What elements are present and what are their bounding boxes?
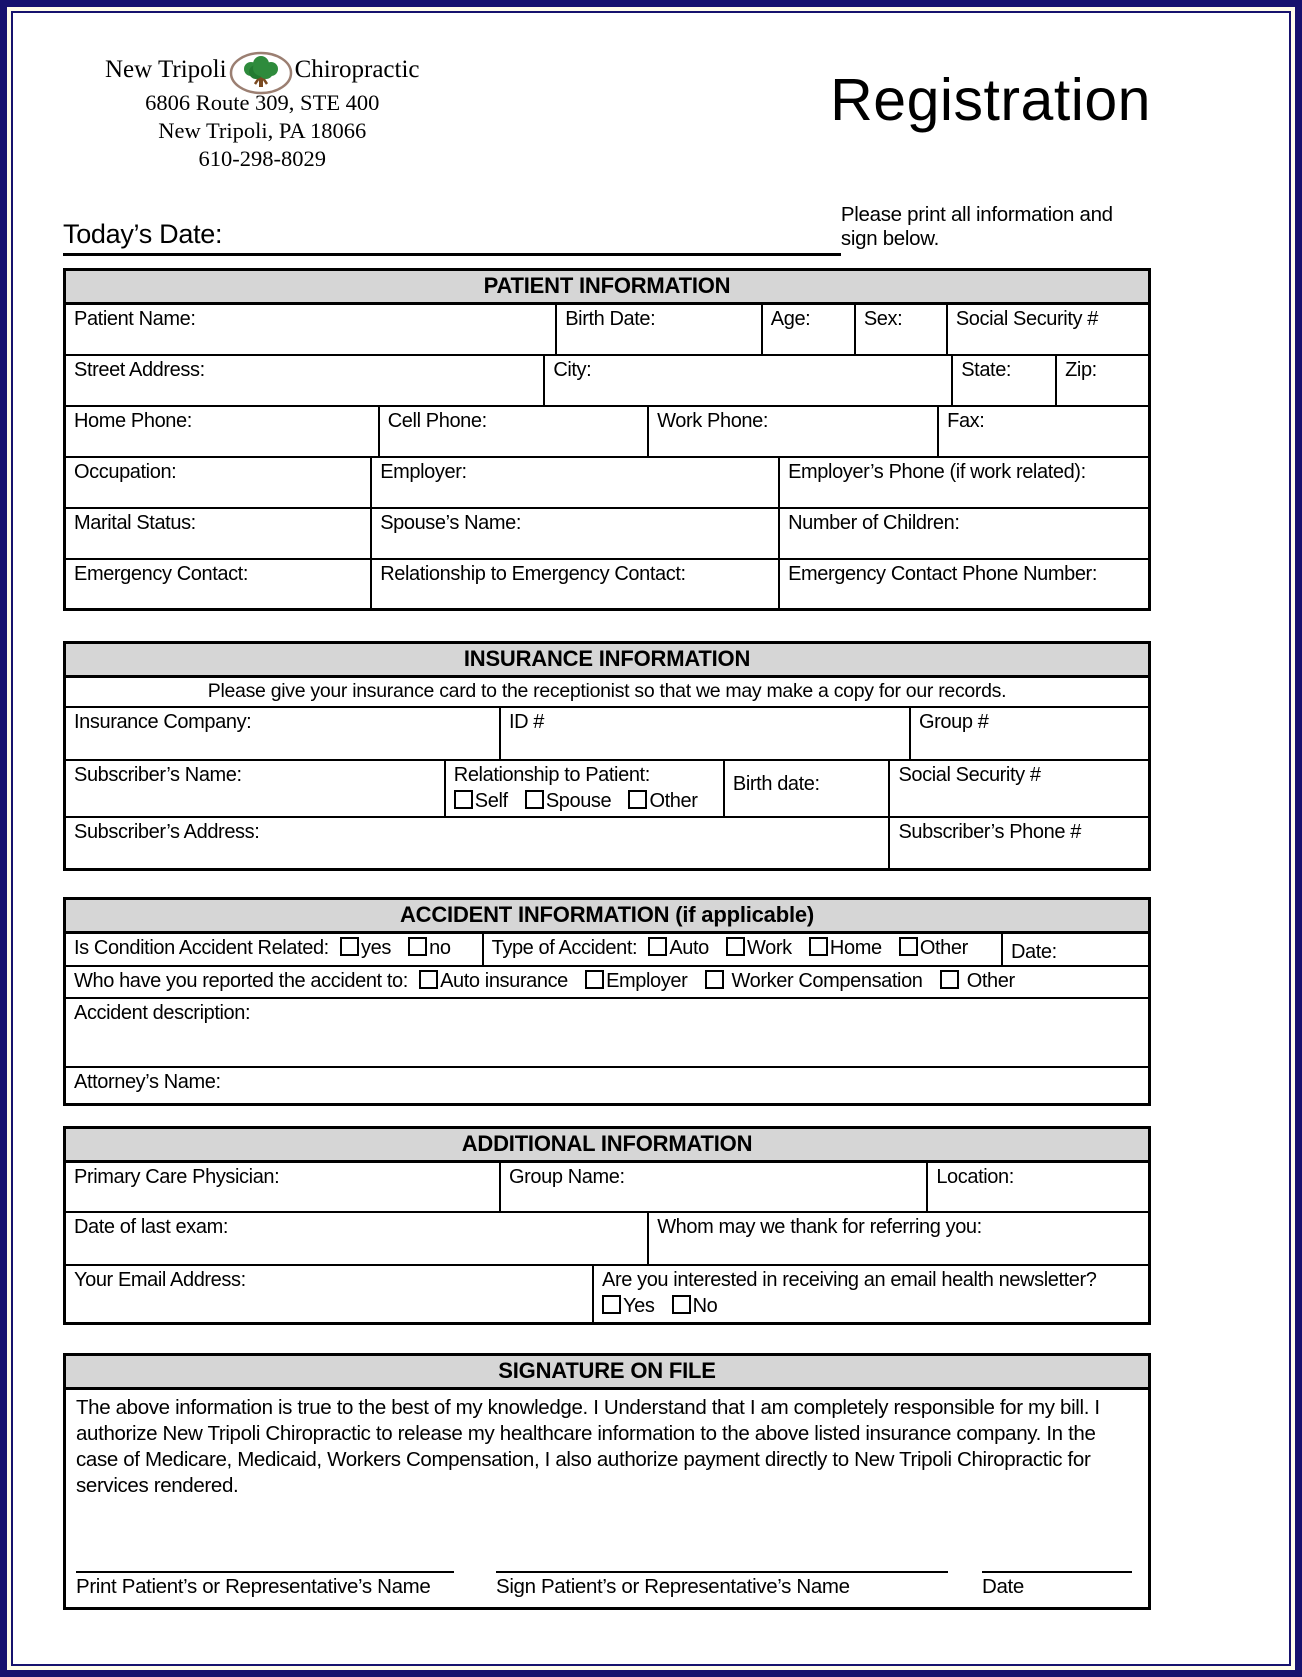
accident-information-table [63,897,1151,1106]
reported-other-label: Other [966,970,1015,993]
emergency-relationship-label: Relationship to Emergency Contact: [380,563,686,586]
patient-row-3 [66,407,1148,458]
insurance-company-field[interactable] [66,708,501,759]
accident-related-no-label: no [429,937,451,960]
date-of-last-exam-label: Date of last exam: [74,1216,228,1239]
insurance-row-3 [66,818,1148,868]
primary-care-physician-field[interactable] [66,1163,501,1211]
accident-date-field[interactable] [1003,934,1148,965]
signature-body [66,1390,1148,1607]
date-signature-line[interactable] [982,1557,1132,1573]
reported-worker-compensation-label: Worker Compensation [731,970,923,993]
todays-date-row [63,203,1151,256]
email-address-label: Your Email Address: [74,1269,246,1292]
state-field[interactable] [953,356,1057,405]
state-label: State: [961,359,1012,382]
newsletter-no-checkbox[interactable] [672,1295,691,1314]
sex-field[interactable] [856,305,948,354]
occupation-label: Occupation: [74,461,177,484]
form-title: Registration [830,67,1151,133]
additional-information-table [63,1126,1151,1325]
subscriber-name-label: Subscriber’s Name: [74,764,242,787]
insurance-id-field[interactable] [501,708,911,759]
number-of-children-field[interactable] [780,509,1148,558]
birth-date-field[interactable] [557,305,763,354]
email-address-field[interactable] [66,1266,594,1322]
reported-auto-insurance-checkbox[interactable] [419,970,438,989]
date-label: Date [982,1575,1024,1599]
newsletter-field [594,1266,1148,1322]
subscriber-birth-date-label: Birth date: [732,773,820,796]
print-name-signature-line[interactable] [76,1557,454,1573]
street-address-label: Street Address: [74,359,205,382]
accident-work-label: Work [747,937,792,960]
accident-other-label: Other [919,937,968,960]
insurance-group-field[interactable] [911,708,1148,759]
form-header [63,51,1151,173]
patient-row-2 [66,356,1148,407]
fax-label: Fax: [947,410,985,433]
clinic-name [105,51,420,89]
todays-date-label: Today’s Date: [63,219,223,250]
insurance-information-header: INSURANCE INFORMATION [66,644,1148,678]
insurance-row-1 [66,708,1148,761]
newsletter-question-label: Are you interested in receiving an email health newsletter? [602,1269,1097,1292]
marital-status-field[interactable] [66,509,372,558]
zip-field[interactable] [1057,356,1148,405]
additional-row-1 [66,1163,1148,1213]
group-name-label: Group Name: [508,1166,625,1189]
emergency-phone-label: Emergency Contact Phone Number: [788,563,1097,586]
sex-label: Sex: [863,308,903,331]
print-name-label: Print Patient’s or Representative’s Name [76,1575,431,1599]
subscriber-ssn-field[interactable] [890,761,1148,816]
referral-label: Whom may we thank for referring you: [657,1216,982,1239]
reported-worker-compensation-checkbox[interactable] [705,970,724,989]
page-frame-inner [7,7,1295,1670]
spouse-checkbox[interactable] [525,790,544,809]
patient-name-field[interactable] [66,305,557,354]
accident-reported-label: Who have you reported the accident to: [74,970,408,993]
signature-on-file-table [63,1353,1151,1610]
ssn-field[interactable] [948,305,1148,354]
other-relationship-checkbox[interactable] [628,790,647,809]
subscriber-address-field[interactable] [66,818,890,868]
type-of-accident-field [484,934,1003,965]
number-of-children-label: Number of Children: [788,512,960,535]
location-label: Location: [936,1166,1014,1189]
additional-row-2 [66,1213,1148,1266]
city-field[interactable] [545,356,953,405]
accident-description-label: Accident description: [74,1002,251,1025]
emergency-contact-label: Emergency Contact: [74,563,248,586]
print-name-signature-block [76,1557,454,1599]
spouse-name-label: Spouse’s Name: [380,512,521,535]
fax-field[interactable] [939,407,1148,456]
sign-name-signature-line[interactable] [496,1557,948,1573]
accident-home-label: Home [829,937,882,960]
insurance-note: Please give your insurance card to the receptionist so that we may make a copy for our records. [66,678,1148,708]
clinic-block [105,51,420,173]
patient-information-table [63,268,1151,611]
reported-employer-label: Employer [606,970,688,993]
employer-field[interactable] [372,458,780,507]
self-checkbox-label: Self [474,790,508,813]
additional-information-header: ADDITIONAL INFORMATION [66,1129,1148,1163]
insurance-id-label: ID # [508,711,545,734]
subscriber-birth-date-field[interactable] [725,761,891,816]
employer-phone-field[interactable] [780,458,1148,507]
patient-information-header: PATIENT INFORMATION [66,271,1148,305]
zip-label: Zip: [1065,359,1097,382]
signature-lines-row [76,1557,1134,1601]
referral-field[interactable] [649,1213,1148,1264]
clinic-address-line1: 6806 Route 309, STE 400 [145,90,380,115]
subscriber-address-label: Subscriber’s Address: [74,821,260,844]
emergency-phone-field[interactable] [780,560,1148,608]
birth-date-label: Birth Date: [565,308,656,331]
subscriber-phone-field[interactable] [890,818,1148,868]
spouse-checkbox-label: Spouse [545,790,612,813]
newsletter-yes-label: Yes [623,1295,655,1318]
sign-name-label: Sign Patient’s or Representative’s Name [496,1575,850,1599]
accident-row-2 [66,967,1148,999]
employer-label: Employer: [380,461,467,484]
date-of-last-exam-field[interactable] [66,1213,649,1264]
relationship-to-patient-label: Relationship to Patient: [453,764,650,787]
reported-other-checkbox[interactable] [940,970,959,989]
emergency-contact-field[interactable] [66,560,372,608]
relationship-to-patient-field [446,761,725,816]
newsletter-no-label: No [692,1295,718,1318]
subscriber-ssn-label: Social Security # [898,764,1041,787]
accident-other-checkbox[interactable] [899,937,918,956]
reported-auto-insurance-label: Auto insurance [440,970,568,993]
patient-row-6 [66,560,1148,608]
newsletter-yes-checkbox[interactable] [602,1295,621,1314]
cell-phone-label: Cell Phone: [387,410,487,433]
condition-accident-related-field [66,934,484,965]
work-phone-label: Work Phone: [657,410,769,433]
accident-related-yes-label: yes [361,937,391,960]
accident-auto-checkbox[interactable] [648,937,667,956]
patient-row-4 [66,458,1148,509]
age-label: Age: [770,308,811,331]
self-checkbox[interactable] [454,790,473,809]
street-address-field[interactable] [66,356,545,405]
patient-name-label: Patient Name: [74,308,196,331]
type-of-accident-label: Type of Accident: [491,937,638,960]
work-phone-field[interactable] [649,407,939,456]
todays-date-field[interactable] [63,219,841,256]
location-field[interactable] [928,1163,1148,1211]
sign-name-signature-block [496,1557,948,1599]
clinic-name-left: New Tripoli [105,56,227,84]
additional-row-3 [66,1266,1148,1322]
primary-care-physician-label: Primary Care Physician: [74,1166,280,1189]
accident-row-3 [66,999,1148,1068]
subscriber-name-field[interactable] [66,761,446,816]
accident-auto-label: Auto [669,937,709,960]
ssn-label: Social Security # [955,308,1098,331]
accident-date-label: Date: [1011,941,1057,964]
signature-agreement-text: The above information is true to the best of my knowledge. I Understand that I am completely responsible for my bill. I authorize New Tripoli Chiropractic to release my healthcare information to the above listed insurance company. In the case of Medicare, Medicaid, Workers Compensation, I also authorize payment directly to New Tripoli Chiropractic for services rendered. [76,1396,1100,1498]
city-label: City: [553,359,592,382]
marital-status-label: Marital Status: [74,512,196,535]
accident-related-yes-checkbox[interactable] [340,937,359,956]
patient-row-1 [66,305,1148,356]
home-phone-label: Home Phone: [74,410,192,433]
reported-employer-checkbox[interactable] [585,970,604,989]
print-instruction: Please print all information and sign below. [840,203,1113,251]
date-signature-block [982,1557,1132,1599]
clinic-name-right: Chiropractic [294,56,420,84]
occupation-field[interactable] [66,458,372,507]
attorney-name-field[interactable] [66,1068,1148,1103]
other-relationship-checkbox-label: Other [649,790,698,813]
accident-information-header: ACCIDENT INFORMATION (if applicable) [66,900,1148,934]
accident-related-no-checkbox[interactable] [408,937,427,956]
employer-phone-label: Employer’s Phone (if work related): [788,461,1086,484]
clinic-address-line2: New Tripoli, PA 18066 [158,118,367,144]
patient-row-5 [66,509,1148,560]
accident-work-checkbox[interactable] [726,937,745,956]
condition-accident-related-label: Is Condition Accident Related: [74,937,329,960]
insurance-row-2 [66,761,1148,818]
registration-form-page [11,11,1291,1666]
spouse-name-field[interactable] [372,509,780,558]
cell-phone-field[interactable] [380,407,649,456]
accident-description-field[interactable] [66,999,1148,1066]
group-name-field[interactable] [501,1163,928,1211]
accident-home-checkbox[interactable] [809,937,828,956]
clinic-phone: 610-298-8029 [198,146,326,172]
home-phone-field[interactable] [66,407,380,456]
accident-row-1 [66,934,1148,967]
signature-on-file-header: SIGNATURE ON FILE [66,1356,1148,1390]
insurance-group-label: Group # [919,711,989,734]
insurance-company-label: Insurance Company: [74,711,252,734]
subscriber-phone-label: Subscriber’s Phone # [898,821,1081,844]
insurance-information-table [63,641,1151,871]
emergency-relationship-field[interactable] [372,560,780,608]
age-field[interactable] [763,305,856,354]
attorney-name-label: Attorney’s Name: [74,1071,221,1094]
accident-reported-field [66,967,1148,997]
accident-row-4 [66,1068,1148,1103]
